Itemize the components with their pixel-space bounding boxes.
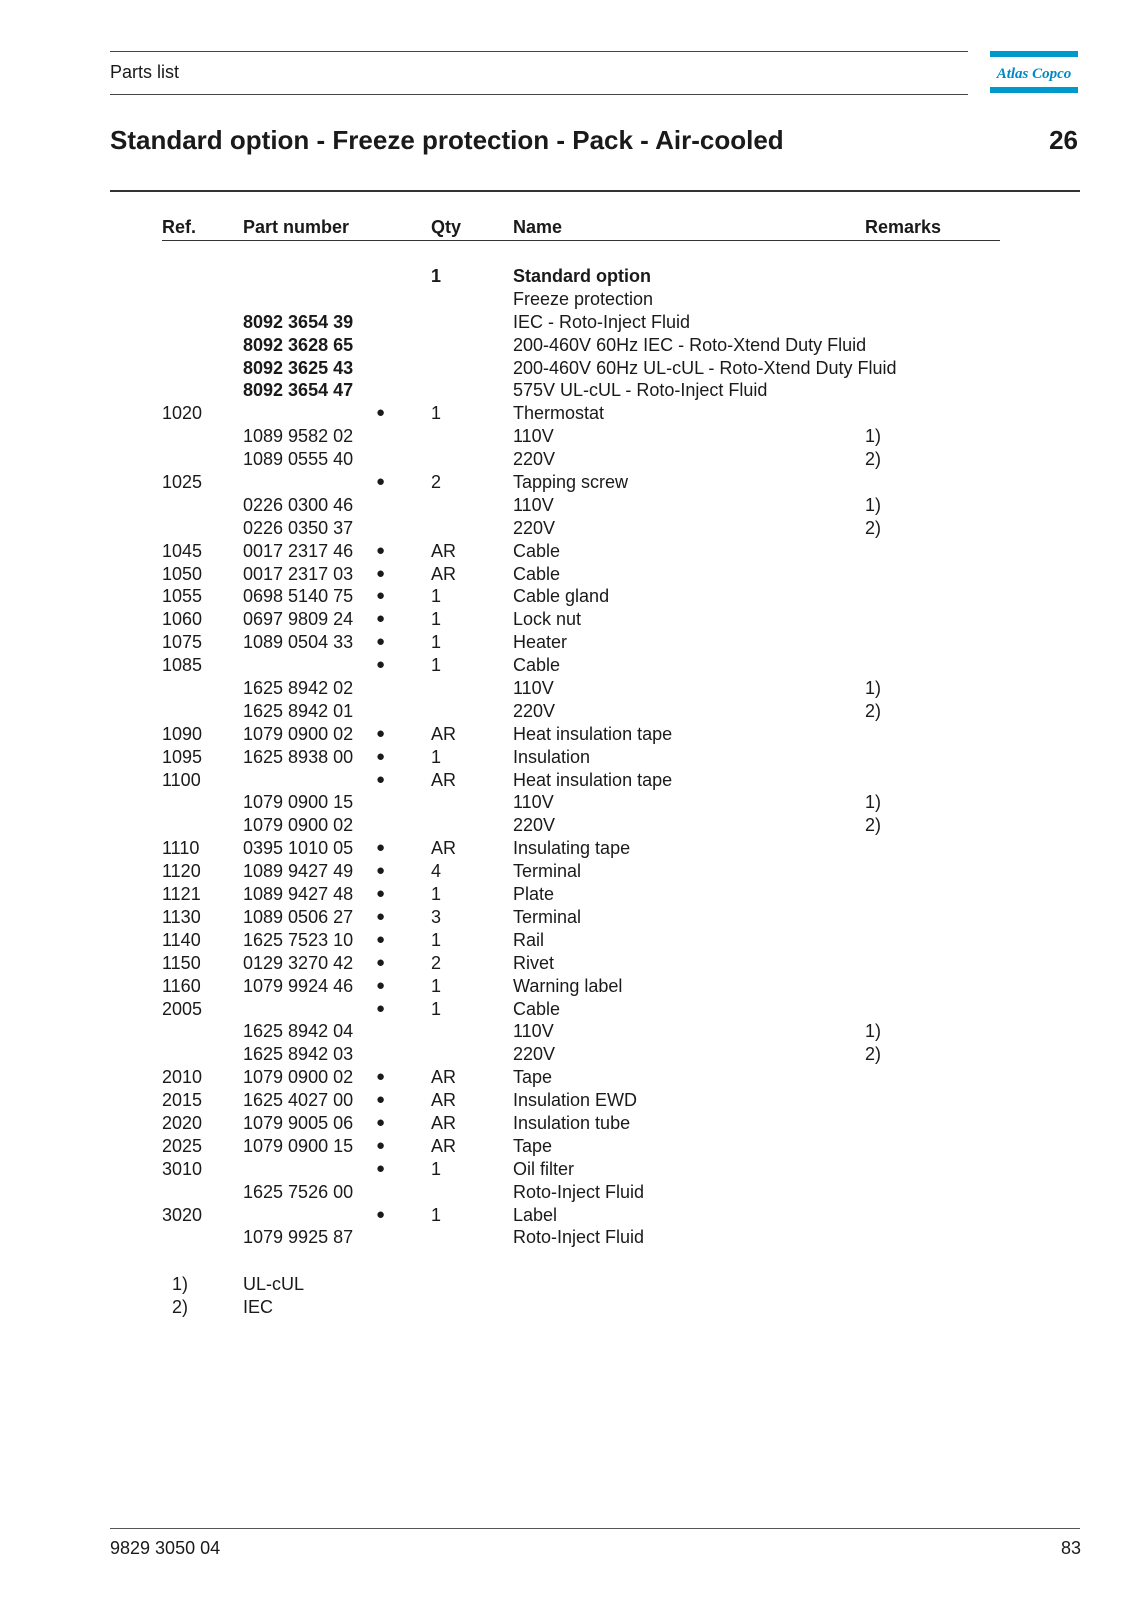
part-number-cell: 1079 0900 02 bbox=[243, 1067, 354, 1088]
name-cell: 110V bbox=[513, 678, 554, 699]
table-row bbox=[0, 952, 1131, 975]
ref-cell: 2025 bbox=[162, 1135, 203, 1156]
name-cell: Roto-Inject Fluid bbox=[513, 1181, 645, 1202]
bullet-marker: ● bbox=[376, 953, 386, 971]
name-cell: Tapping screw bbox=[513, 472, 629, 493]
qty-cell: 1 bbox=[431, 586, 442, 607]
qty-cell: 1 bbox=[431, 1158, 442, 1179]
name-cell: Rail bbox=[513, 929, 545, 950]
bullet-marker: ● bbox=[376, 541, 386, 559]
name-cell: 220V bbox=[513, 815, 556, 836]
name-cell: Heat insulation tape bbox=[513, 769, 673, 790]
name-cell: Lock nut bbox=[513, 609, 582, 630]
footnote-item bbox=[0, 1296, 1131, 1319]
part-number-cell: 1625 8942 01 bbox=[243, 700, 354, 721]
table-row bbox=[0, 1089, 1131, 1112]
header-top-rule bbox=[110, 51, 968, 52]
part-number-cell: 1079 0900 02 bbox=[243, 815, 354, 836]
ref-cell: 1020 bbox=[162, 403, 203, 424]
part-number-cell: 1079 9925 87 bbox=[243, 1227, 354, 1248]
table-row bbox=[0, 906, 1131, 929]
table-row bbox=[0, 471, 1131, 494]
name-cell: IEC - Roto-Inject Fluid bbox=[513, 311, 691, 332]
ref-cell: 1075 bbox=[162, 632, 203, 653]
bullet-marker: ● bbox=[376, 907, 386, 925]
footer-doc-number: 9829 3050 04 bbox=[110, 1538, 221, 1558]
name-cell: Plate bbox=[513, 884, 555, 905]
part-number-cell: 1089 9427 48 bbox=[243, 884, 354, 905]
name-cell: 220V bbox=[513, 700, 556, 721]
table-row bbox=[0, 608, 1131, 631]
ref-cell: 1050 bbox=[162, 563, 203, 584]
table-row bbox=[0, 1158, 1131, 1181]
column-header-ref: Ref. bbox=[162, 217, 197, 237]
remarks-cell: 1) bbox=[865, 1021, 882, 1042]
table-row bbox=[0, 357, 1131, 380]
name-cell: Cable gland bbox=[513, 586, 610, 607]
ref-cell: 1150 bbox=[162, 952, 201, 973]
section-page-ref: 26 bbox=[1049, 125, 1078, 155]
table-row bbox=[0, 311, 1131, 334]
part-number-cell: 1079 0900 02 bbox=[243, 723, 354, 744]
atlas-copco-logo bbox=[990, 51, 1078, 93]
remarks-cell: 2) bbox=[865, 517, 882, 538]
name-cell: Cable bbox=[513, 998, 561, 1019]
bullet-marker: ● bbox=[376, 587, 386, 605]
footnotes bbox=[0, 1273, 1131, 1319]
qty-cell: AR bbox=[431, 563, 457, 584]
remarks-cell: 1) bbox=[865, 494, 882, 515]
part-number-cell: 8092 3628 65 bbox=[243, 334, 354, 355]
ref-cell: 1025 bbox=[162, 472, 203, 493]
part-number-cell: 0017 2317 46 bbox=[243, 540, 354, 561]
part-number-cell: 1625 7523 10 bbox=[243, 929, 354, 950]
table-row bbox=[0, 769, 1131, 792]
table-row bbox=[0, 1112, 1131, 1135]
part-number-cell: 1079 0900 15 bbox=[243, 1135, 354, 1156]
qty-cell: AR bbox=[431, 838, 457, 859]
qty-cell: 1 bbox=[431, 1204, 442, 1225]
name-cell: Terminal bbox=[513, 906, 582, 927]
part-number-cell: 1079 9005 06 bbox=[243, 1112, 354, 1133]
name-cell: 575V UL-cUL - Roto-Inject Fluid bbox=[513, 380, 768, 401]
table-row bbox=[0, 975, 1131, 998]
ref-cell: 1160 bbox=[162, 975, 201, 996]
name-cell: Heater bbox=[513, 632, 568, 653]
table-row bbox=[0, 402, 1131, 425]
part-number-cell: 8092 3625 43 bbox=[243, 357, 354, 378]
bullet-marker: ● bbox=[376, 1136, 386, 1154]
table-row bbox=[0, 1020, 1131, 1043]
remarks-cell: 2) bbox=[865, 815, 882, 836]
bullet-marker: ● bbox=[376, 976, 386, 994]
ref-cell: 1140 bbox=[162, 929, 201, 950]
bullet-marker: ● bbox=[376, 724, 386, 742]
name-cell: Thermostat bbox=[513, 403, 605, 424]
header-divider bbox=[162, 240, 1000, 241]
table-row bbox=[0, 1226, 1131, 1249]
column-header-qty: Qty bbox=[431, 217, 462, 237]
ref-cell: 1121 bbox=[162, 884, 201, 905]
name-cell: Insulation bbox=[513, 746, 591, 767]
qty-cell: 2 bbox=[431, 472, 442, 493]
table-row bbox=[0, 1181, 1131, 1204]
ref-cell: 1055 bbox=[162, 586, 203, 607]
part-number-cell: 1625 8942 04 bbox=[243, 1021, 354, 1042]
bullet-marker: ● bbox=[376, 862, 386, 880]
table-row bbox=[0, 585, 1131, 608]
name-cell: Oil filter bbox=[513, 1158, 575, 1179]
table-row bbox=[0, 334, 1131, 357]
qty-cell: 1 bbox=[431, 632, 442, 653]
name-cell: Label bbox=[513, 1204, 558, 1225]
table-row bbox=[0, 288, 1131, 311]
qty-cell: 1 bbox=[431, 975, 442, 996]
bullet-marker: ● bbox=[376, 885, 386, 903]
ref-cell: 2020 bbox=[162, 1112, 203, 1133]
footer-page-number: 83 bbox=[1060, 1538, 1081, 1558]
table-row bbox=[0, 1066, 1131, 1089]
part-number-cell: 1089 0504 33 bbox=[243, 632, 354, 653]
qty-cell: AR bbox=[431, 1135, 457, 1156]
table-row bbox=[0, 1135, 1131, 1158]
table-row bbox=[0, 998, 1131, 1021]
table-row bbox=[0, 929, 1131, 952]
part-number-cell: 1089 0555 40 bbox=[243, 449, 354, 470]
part-number-cell: 1625 4027 00 bbox=[243, 1090, 354, 1111]
remarks-cell: 2) bbox=[865, 700, 882, 721]
footnote-mark: 1) bbox=[172, 1274, 189, 1294]
qty-cell: 1 bbox=[431, 266, 442, 286]
bullet-marker: ● bbox=[376, 1091, 386, 1109]
bullet-marker: ● bbox=[376, 770, 386, 788]
table-row bbox=[0, 723, 1131, 746]
name-cell: Insulation EWD bbox=[513, 1090, 638, 1111]
part-number-cell: 1089 9427 49 bbox=[243, 861, 354, 882]
ref-cell: 3010 bbox=[162, 1158, 203, 1179]
ref-cell: 2010 bbox=[162, 1067, 203, 1088]
qty-cell: AR bbox=[431, 723, 457, 744]
name-cell: 200-460V 60Hz IEC - Roto-Xtend Duty Fluid bbox=[513, 334, 867, 355]
table-row bbox=[0, 631, 1131, 654]
logo-text: Atlas Copco bbox=[996, 66, 1072, 82]
name-cell: Insulating tape bbox=[513, 838, 631, 859]
table-row bbox=[0, 791, 1131, 814]
table-row bbox=[0, 700, 1131, 723]
name-cell: 110V bbox=[513, 426, 554, 447]
name-cell: Roto-Inject Fluid bbox=[513, 1227, 645, 1248]
table-row bbox=[0, 448, 1131, 471]
bullet-marker: ● bbox=[376, 839, 386, 857]
footer-rule bbox=[110, 1528, 1080, 1529]
part-number-cell: 1089 9582 02 bbox=[243, 426, 354, 447]
name-cell: Heat insulation tape bbox=[513, 723, 673, 744]
part-number-cell: 0226 0300 46 bbox=[243, 494, 354, 515]
ref-cell: 1120 bbox=[162, 861, 201, 882]
bullet-marker: ● bbox=[376, 404, 386, 422]
bullet-marker: ● bbox=[376, 633, 386, 651]
name-cell: Tape bbox=[513, 1067, 553, 1088]
column-header-name: Name bbox=[513, 217, 563, 237]
name-cell: 220V bbox=[513, 449, 556, 470]
part-number-cell: 1625 8942 02 bbox=[243, 678, 354, 699]
footnote-text: UL-cUL bbox=[243, 1274, 305, 1294]
part-number-cell: 1079 0900 15 bbox=[243, 792, 354, 813]
table-row bbox=[0, 677, 1131, 700]
name-cell: 220V bbox=[513, 1044, 556, 1065]
title-divider bbox=[110, 190, 1080, 192]
name-cell: Tape bbox=[513, 1135, 553, 1156]
ref-cell: 1100 bbox=[162, 769, 201, 790]
qty-cell: 1 bbox=[431, 609, 442, 630]
part-number-cell: 1079 9924 46 bbox=[243, 975, 354, 996]
table-row bbox=[0, 654, 1131, 677]
column-header-part-number: Part number bbox=[243, 217, 350, 237]
table-row bbox=[0, 379, 1131, 402]
table-row bbox=[0, 837, 1131, 860]
parts-table-body bbox=[0, 265, 1131, 1249]
qty-cell: 1 bbox=[431, 929, 442, 950]
name-cell: Cable bbox=[513, 540, 561, 561]
remarks-cell: 2) bbox=[865, 449, 882, 470]
bullet-marker: ● bbox=[376, 999, 386, 1017]
qty-cell: AR bbox=[431, 769, 457, 790]
ref-cell: 1110 bbox=[162, 838, 200, 859]
table-row bbox=[0, 494, 1131, 517]
page-title: Standard option - Freeze protection - Pack - Air-cooled bbox=[110, 125, 784, 155]
qty-cell: 3 bbox=[431, 906, 442, 927]
table-row bbox=[0, 860, 1131, 883]
name-cell: 200-460V 60Hz UL-cUL - Roto-Xtend Duty Fluid bbox=[513, 357, 897, 378]
name-cell: Rivet bbox=[513, 952, 555, 973]
name-cell: Insulation tube bbox=[513, 1112, 631, 1133]
name-cell: Cable bbox=[513, 655, 561, 676]
bullet-marker: ● bbox=[376, 564, 386, 582]
footnote-text: IEC bbox=[243, 1296, 274, 1317]
bullet-marker: ● bbox=[376, 930, 386, 948]
bullet-marker: ● bbox=[376, 610, 386, 628]
table-row bbox=[0, 883, 1131, 906]
part-number-cell: 1625 7526 00 bbox=[243, 1181, 354, 1202]
ref-cell: 1130 bbox=[162, 906, 201, 927]
part-number-cell: 8092 3654 47 bbox=[243, 380, 354, 401]
column-header-remarks: Remarks bbox=[865, 217, 942, 237]
ref-cell: 3020 bbox=[162, 1204, 203, 1225]
part-number-cell: 0226 0350 37 bbox=[243, 517, 354, 538]
table-row bbox=[0, 563, 1131, 586]
name-cell: 110V bbox=[513, 1021, 554, 1042]
ref-cell: 1060 bbox=[162, 609, 203, 630]
qty-cell: AR bbox=[431, 1112, 457, 1133]
bullet-marker: ● bbox=[376, 1113, 386, 1131]
name-cell: Terminal bbox=[513, 861, 582, 882]
bullet-marker: ● bbox=[376, 473, 386, 491]
part-number-cell: 8092 3654 39 bbox=[243, 311, 354, 332]
name-cell: Freeze protection bbox=[513, 288, 654, 309]
remarks-cell: 1) bbox=[865, 678, 882, 699]
table-row bbox=[0, 517, 1131, 540]
table-row bbox=[0, 814, 1131, 837]
qty-cell: AR bbox=[431, 540, 457, 561]
ref-cell: 2005 bbox=[162, 998, 203, 1019]
bullet-marker: ● bbox=[376, 1205, 386, 1223]
ref-cell: 2015 bbox=[162, 1090, 203, 1111]
ref-cell: 1090 bbox=[162, 723, 203, 744]
bullet-marker: ● bbox=[376, 1159, 386, 1177]
table-row bbox=[0, 746, 1131, 769]
remarks-cell: 2) bbox=[865, 1044, 882, 1065]
part-number-cell: 0017 2317 03 bbox=[243, 563, 354, 584]
ref-cell: 1095 bbox=[162, 746, 203, 767]
part-number-cell: 0395 1010 05 bbox=[243, 838, 354, 859]
part-number-cell: 0697 9809 24 bbox=[243, 609, 354, 630]
header-bottom-rule bbox=[110, 94, 968, 95]
part-number-cell: 0698 5140 75 bbox=[243, 586, 354, 607]
name-cell: Standard option bbox=[513, 266, 651, 286]
table-row bbox=[0, 425, 1131, 448]
qty-cell: 1 bbox=[431, 655, 442, 676]
table-row bbox=[0, 1043, 1131, 1066]
ref-cell: 1085 bbox=[162, 655, 203, 676]
qty-cell: AR bbox=[431, 1067, 457, 1088]
remarks-cell: 1) bbox=[865, 792, 882, 813]
table-row bbox=[0, 540, 1131, 563]
qty-cell: 2 bbox=[431, 952, 442, 973]
name-cell: 110V bbox=[513, 792, 554, 813]
qty-cell: AR bbox=[431, 1090, 457, 1111]
name-cell: Warning label bbox=[513, 975, 623, 996]
bullet-marker: ● bbox=[376, 656, 386, 674]
footnote-item bbox=[0, 1273, 1131, 1296]
ref-cell: 1045 bbox=[162, 540, 203, 561]
name-cell: Cable bbox=[513, 563, 561, 584]
table-row bbox=[0, 265, 1131, 288]
qty-cell: 1 bbox=[431, 403, 442, 424]
part-number-cell: 1089 0506 27 bbox=[243, 906, 354, 927]
qty-cell: 1 bbox=[431, 746, 442, 767]
remarks-cell: 1) bbox=[865, 426, 882, 447]
table-row bbox=[0, 1204, 1131, 1227]
name-cell: 220V bbox=[513, 517, 556, 538]
bullet-marker: ● bbox=[376, 1068, 386, 1086]
qty-cell: 1 bbox=[431, 884, 442, 905]
bullet-marker: ● bbox=[376, 747, 386, 765]
qty-cell: 1 bbox=[431, 998, 442, 1019]
header-section-label: Parts list bbox=[110, 62, 180, 82]
qty-cell: 4 bbox=[431, 861, 442, 882]
footnote-mark: 2) bbox=[172, 1296, 189, 1317]
part-number-cell: 1625 8942 03 bbox=[243, 1044, 354, 1065]
part-number-cell: 1625 8938 00 bbox=[243, 746, 354, 767]
name-cell: 110V bbox=[513, 494, 554, 515]
part-number-cell: 0129 3270 42 bbox=[243, 952, 354, 973]
